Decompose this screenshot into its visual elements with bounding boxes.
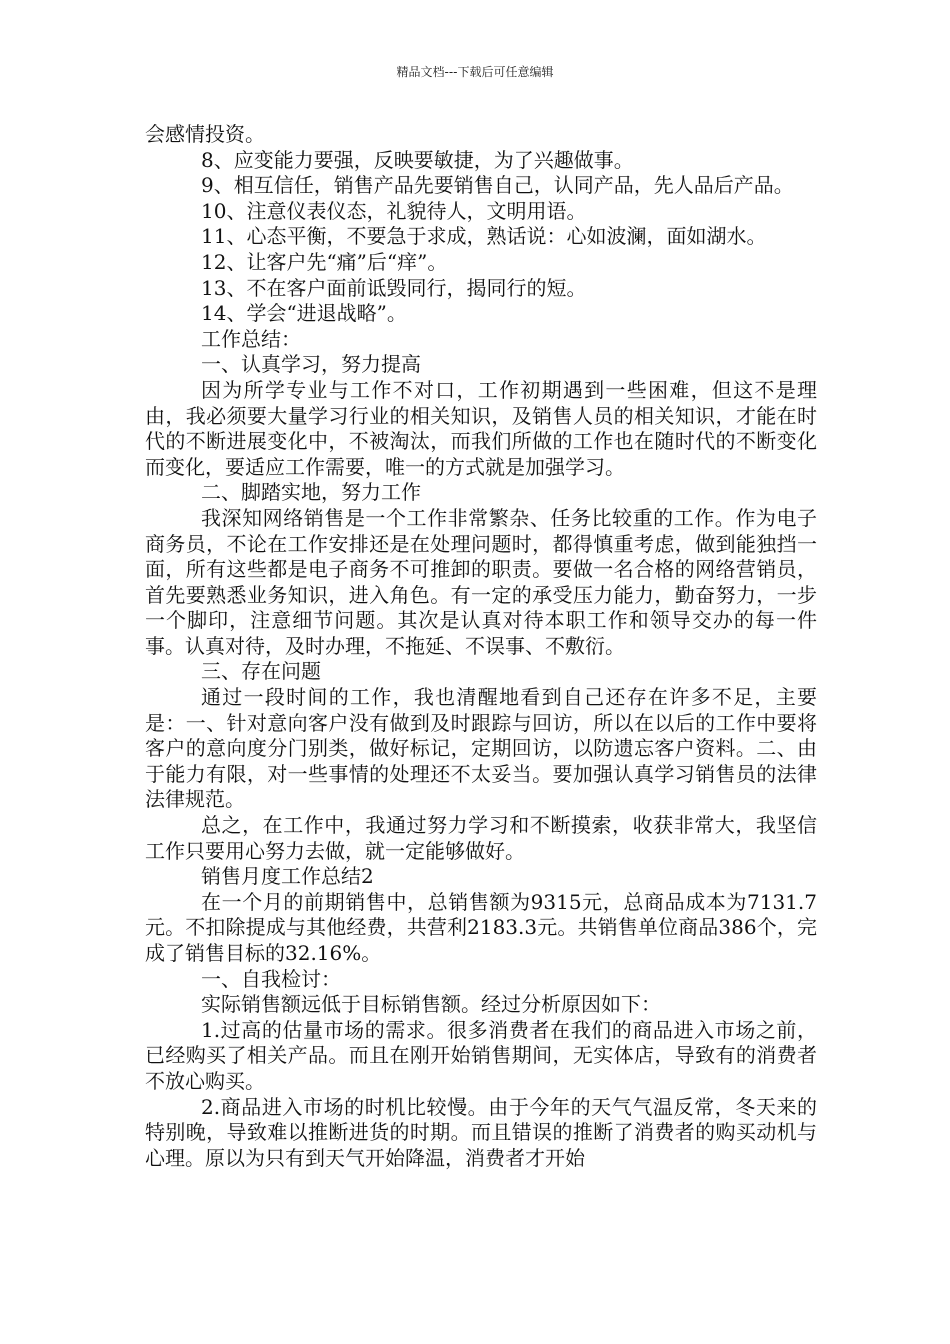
paragraph: 会感情投资。 (145, 122, 265, 146)
paragraph: 2.商品进入市场的时机比较慢。由于今年的天气气温反常，冬天来的特别晚，导致难以推断进货的时期。而且错误的推断了消费者的购买动机与心理。原以为只有到天气开始降温，消费者才开始 (145, 1094, 817, 1170)
section-title: 销售月度工作总结2 (201, 864, 374, 889)
paragraph: 10、注意仪表仪态，礼貌待人，文明用语。 (201, 198, 587, 223)
paragraph: 11、心态平衡，不要急于求成，熟话说：心如波澜，面如湖水。 (201, 224, 767, 249)
paragraph: 因为所学专业与工作不对口，工作初期遇到一些困难，但这不是理由，我必须要大量学习行业的相关知识，及销售人员的相关知识，才能在时代的不断进展变化中，不被淘汰，而我们所做的工作也在随时代的不断变化而变化，要适应工作需要，唯一的方式就是加强学习。 (145, 377, 817, 479)
paragraph: 1.过高的估量市场的需求。很多消费者在我们的商品进入市场之前，已经购买了相关产品。而且在刚开始销售期间，无实体店，导致有的消费者不放心购买。 (145, 1017, 817, 1093)
paragraph: 我深知网络销售是一个工作非常繁杂、任务比较重的工作。作为电子商务员，不论在工作安排还是在处理问题时，都得慎重考虑，做到能独挡一面，所有这些都是电子商务不可推卸的职责。要做一名合格的网络营销员，首先要熟悉业务知识，进入角色。有一定的承受压力能力，勤奋努力，一步一个脚印，注意细节问题。其次是认真对待本职工作和领导交办的每一件事。认真对待，及时办理，不拖延、不误事、不敷衍。 (145, 505, 817, 658)
document-body (145, 122, 817, 1171)
section-heading: 一、自我检讨： (201, 966, 341, 991)
paragraph: 13、不在客户面前诋毁同行，揭同行的短。 (201, 275, 587, 300)
paragraph: 9、相互信任，销售产品先要销售自己，认同产品，先人品后产品。 (201, 173, 794, 198)
paragraph: 8、应变能力要强，反映要敏捷，为了兴趣做事。 (201, 147, 634, 172)
paragraph: 在一个月的前期销售中，总销售额为9315元，总商品成本为7131.7元。不扣除提成与其他经费，共营利2183.3元。共销售单位商品386个，完成了销售目标的32.16%。 (145, 889, 817, 965)
paragraph: 实际销售额远低于目标销售额。经过分析原因如下： (201, 992, 661, 1017)
section-heading: 三、存在问题 (201, 659, 321, 684)
paragraph: 总之，在工作中，我通过努力学习和不断摸索，收获非常大，我坚信工作只要用心努力去做，就一定能够做好。 (145, 813, 817, 863)
paragraph: 12、让客户先“痛”后“痒”。 (201, 249, 448, 274)
section-heading: 二、脚踏实地，努力工作 (201, 480, 421, 505)
section-label: 工作总结： (201, 326, 301, 351)
section-heading: 一、认真学习，努力提高 (201, 352, 421, 377)
page-header: 精品文档---下载后可任意编辑 (396, 65, 554, 79)
paragraph: 通过一段时间的工作，我也清醒地看到自己还存在许多不足，主要是：一、针对意向客户没有做到及时跟踪与回访，所以在以后的工作中要将客户的意向度分门别类，做好标记，定期回访，以防遗忘客户资料。二、由于能力有限，对一些事情的处理还不太妥当。要加强认真学习销售员的法律法律规范。 (145, 685, 817, 812)
paragraph: 14、学会“进退战略”。 (201, 301, 407, 326)
